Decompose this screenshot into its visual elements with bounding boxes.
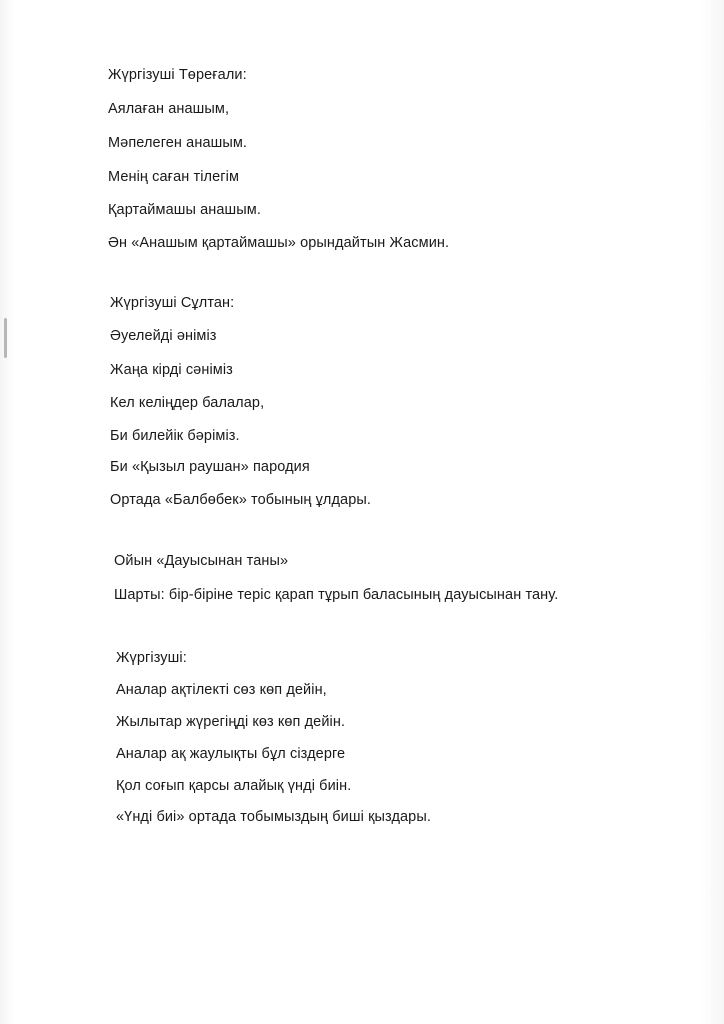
section-heading: Жүргізуші:: [116, 650, 187, 666]
text-line: Аналар ақтілекті сөз көп дейін,: [116, 682, 327, 698]
text-line: Мәпелеген анашым.: [108, 135, 248, 151]
text-line: Менің саған тілегім: [108, 169, 240, 185]
scan-edge-mark: [4, 318, 7, 358]
text-line: Кел келіңдер балалар,: [110, 395, 265, 411]
text-line: Жылытар жүрегіңді көз көп дейін.: [116, 714, 346, 730]
text-line: Қол соғып қарсы алайық үнді биін.: [116, 778, 352, 794]
text-line: Би «Қызыл раушан» пародия: [110, 459, 310, 475]
text-line: Аялаған анашым,: [108, 101, 230, 117]
text-line: Әуелейді әніміз: [110, 328, 217, 344]
text-line: Жаңа кірді сәніміз: [110, 362, 233, 378]
section-heading: Ойын «Дауысынан таны»: [114, 553, 289, 569]
text-line: Би билейік бәріміз.: [110, 428, 240, 444]
text-line: Ән «Анашым қартаймашы» орындайтын Жасмин.: [108, 235, 450, 251]
text-line: «Үнді биі» ортада тобымыздың биші қыздары.: [116, 809, 432, 825]
text-line: Ортада «Балбөбек» тобының ұлдары.: [110, 492, 372, 508]
text-line: Аналар ақ жаулықты бұл сіздерге: [116, 746, 346, 762]
section-heading: Жүргізуші Сұлтан:: [110, 295, 235, 311]
text-line: Шарты: бір-біріне теріс қарап тұрып баласының дауысынан тану.: [114, 587, 559, 603]
text-line: Қартаймашы анашым.: [108, 202, 262, 218]
section-heading: Жүргізуші Төреғали:: [108, 67, 247, 83]
